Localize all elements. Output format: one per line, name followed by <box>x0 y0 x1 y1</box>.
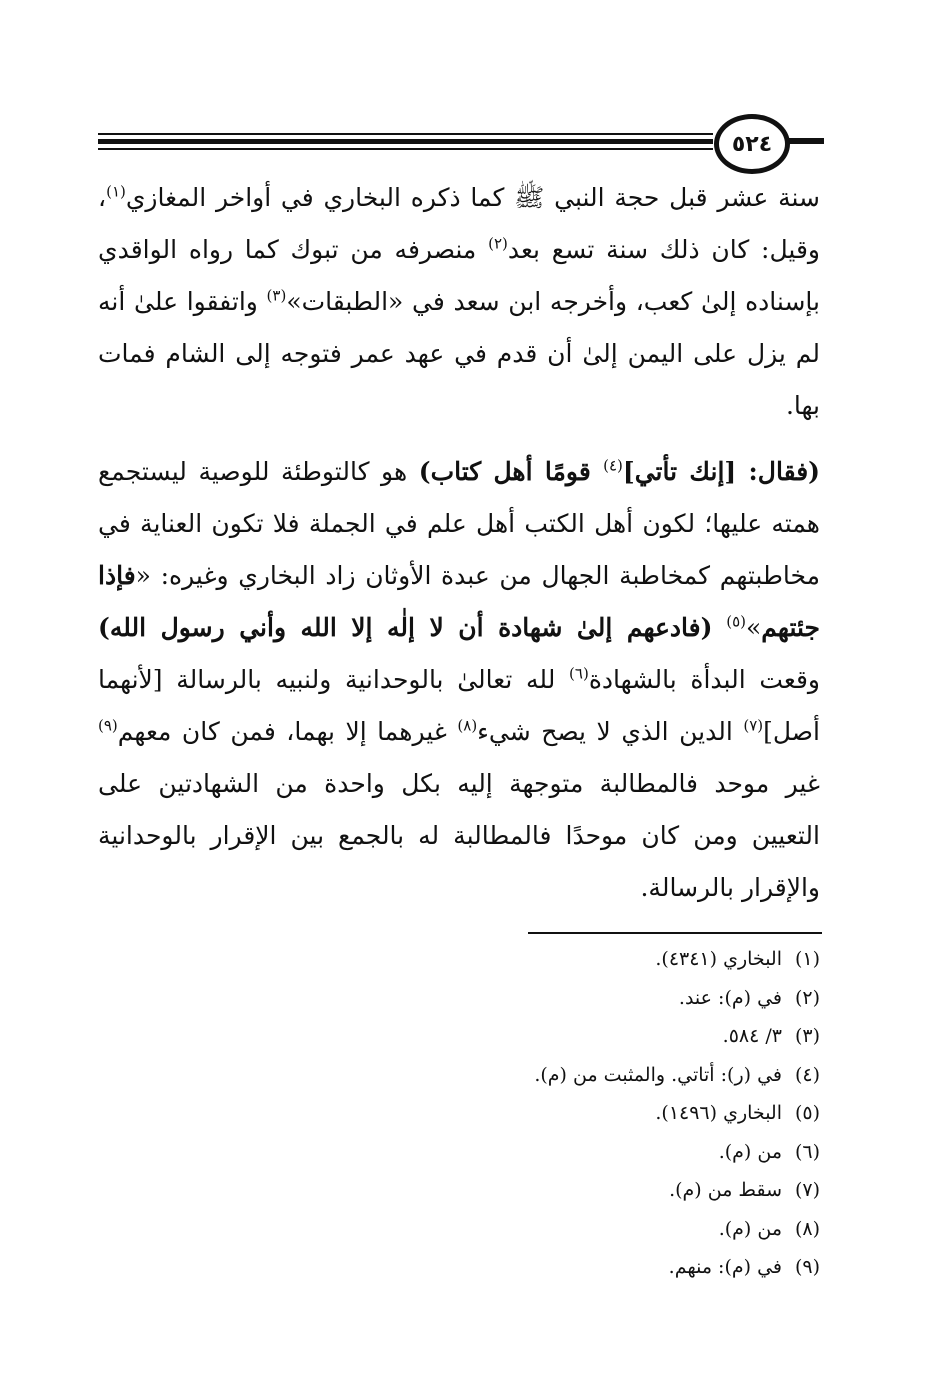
footnote-text: سقط من (م). <box>669 1179 782 1201</box>
page-number: ٥٢٤ <box>731 131 773 157</box>
footnote-ref: (٧) <box>743 716 764 735</box>
footnote-text: في (م): منهم. <box>668 1256 782 1278</box>
hadith-text: (فادعهم إلىٰ شهادة أن لا إلٰه إلا الله وأني رسول الله) <box>98 613 713 642</box>
footnote-item <box>320 940 820 979</box>
footnotes-list <box>320 940 820 1287</box>
header-rule-right <box>788 138 824 144</box>
header-rule-thin-bottom <box>98 148 713 150</box>
paragraph <box>98 446 820 914</box>
footnote-text: ٣/ ٥٨٤. <box>722 1025 782 1047</box>
footnote-item <box>320 1133 820 1172</box>
commentary-text: واتفقوا علىٰ أنه لم يزل على اليمن إلىٰ أن قدم في عهد عمر فتوجه إلى الشام فمات بها. <box>98 287 820 420</box>
commentary-text: وقعت البدأة بالشهادة <box>588 665 820 694</box>
page-header <box>98 112 824 172</box>
commentary-text <box>712 613 726 642</box>
footnote-item <box>320 979 820 1018</box>
footnote-ref: (٨) <box>457 716 478 735</box>
commentary-text: غير موحد فالمطالبة متوجهة إليه بكل واحدة من الشهادتين على التعيين ومن كان موحدًا فالمطالبة له بالجمع بين الإقرار بالوحدانية والإقرار بالرسالة. <box>98 769 820 902</box>
footnote-text: في (ر): أتاتي. والمثبت من (م). <box>534 1063 782 1086</box>
footnote-text: في (م): عند. <box>678 986 782 1009</box>
footnote-number: (٧) <box>794 1179 820 1201</box>
commentary-text: الدين الذي لا يصح شيء <box>477 717 744 746</box>
footnote-ref: (٣) <box>266 286 287 305</box>
footnote-number: (٦) <box>794 1140 820 1163</box>
commentary-text: لله تعالىٰ بالوحدانية ولنبيه بالرسالة [لأنهما أصل] <box>98 665 820 746</box>
footnote-item <box>320 1248 820 1287</box>
footnote-number: (٩) <box>794 1256 820 1278</box>
footnote-number: (٢) <box>794 986 820 1009</box>
footnote-text: البخاري (٤٣٤١). <box>655 948 782 970</box>
footnote-number: (٥) <box>794 1102 820 1124</box>
footnote-ref: (٩) <box>98 716 118 735</box>
paragraph <box>98 172 820 432</box>
commentary-text: سنة عشر قبل حجة النبي ﷺ كما ذكره البخاري في أواخر المغازي <box>125 183 820 212</box>
commentary-text: ، وقيل: كان ذلك سنة تسع بعد <box>98 183 820 264</box>
footnote-ref: (٥) <box>726 612 746 631</box>
commentary-text: » <box>745 613 762 642</box>
footnote-number: (٤) <box>794 1063 820 1086</box>
footnote-text: البخاري (١٤٩٦). <box>655 1102 782 1124</box>
footnote-item <box>320 1056 820 1095</box>
commentary-text: غيرهما إلا بهما، فمن كان معهم <box>117 717 458 746</box>
hadith-text: فإذا جئتهم <box>98 561 820 642</box>
footnote-item <box>320 1017 820 1056</box>
commentary-text: هو كالتوطئة للوصية ليستجمع همته عليها؛ لكون أهل الكتب أهل علم في الجملة فلا تكون العناية في مخاطبتهم كمخاطبة الجهال من عبدة الأوثان زاد البخاري وغيره: « <box>98 457 820 590</box>
footnote-ref: (٢) <box>488 234 508 253</box>
footnote-number: (١) <box>794 948 820 970</box>
header-rule-thin-top <box>98 133 713 135</box>
page-number-badge <box>714 114 790 174</box>
commentary-text: منصرفه من تبوك كما رواه الواقدي بإسناده إلىٰ كعب، وأخرجه ابن سعد في «الطبقات» <box>98 235 820 316</box>
header-rule-thick <box>98 139 713 144</box>
footnote-item <box>320 1210 820 1249</box>
footnote-text: من (م). <box>718 1217 782 1240</box>
footnote-separator <box>528 932 822 934</box>
main-text <box>98 172 820 914</box>
footnote-text: من (م). <box>718 1140 782 1163</box>
footnote-number: (٨) <box>794 1217 820 1240</box>
footnote-item <box>320 1094 820 1133</box>
hadith-text: (فقال: [إنك تأتي] <box>622 457 820 486</box>
footnote-ref: (٦) <box>569 664 589 683</box>
footnote-number: (٣) <box>794 1025 820 1047</box>
footnote-item <box>320 1171 820 1210</box>
footnote-ref: (١) <box>106 182 126 201</box>
footnote-ref: (٤) <box>603 456 623 475</box>
hadith-text: قومًا أهل كتاب) <box>418 457 604 486</box>
